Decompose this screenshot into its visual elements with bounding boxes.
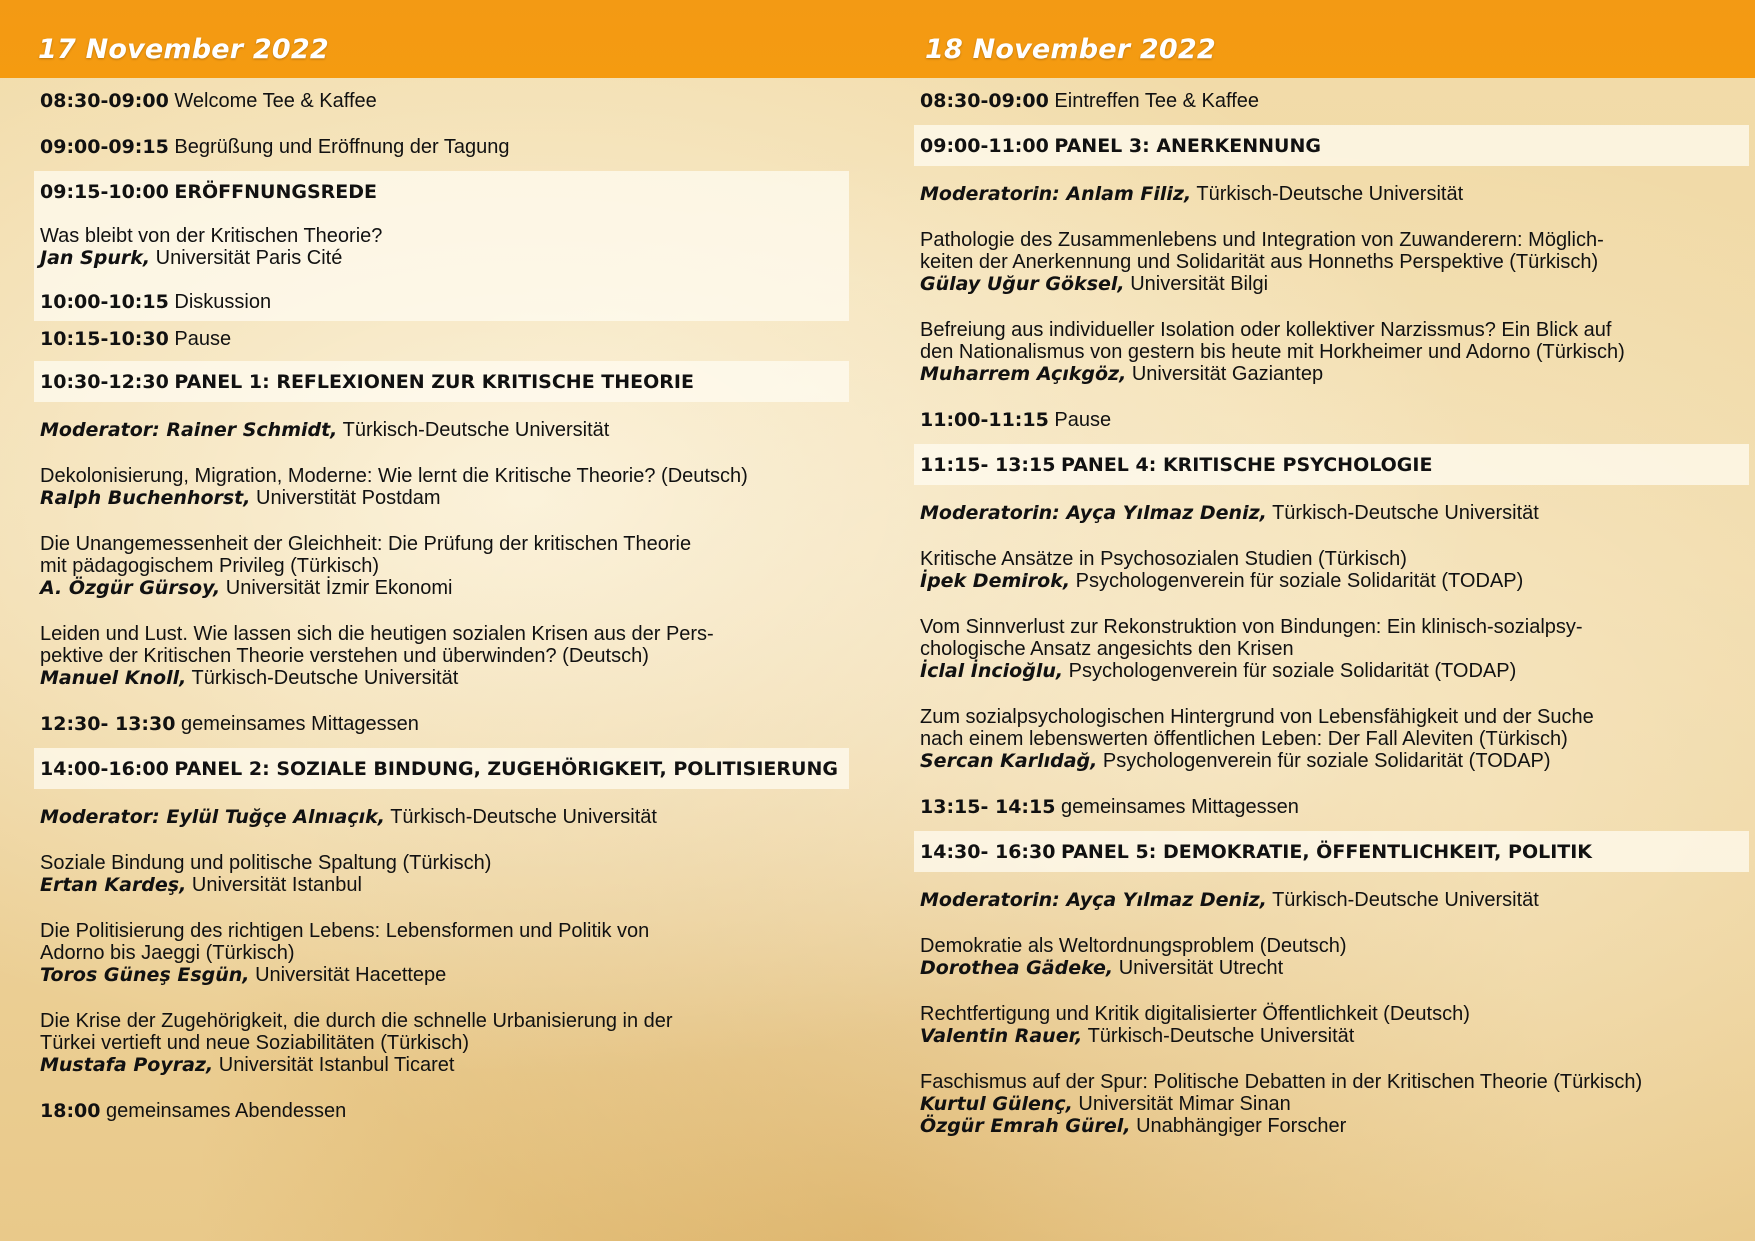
schedule-item xyxy=(34,1100,849,1122)
speaker-name: İclal İncioğlu, xyxy=(920,660,1064,682)
section-heading: PANEL 5: DEMOKRATIE, ÖFFENTLICHKEIT, POLITIK xyxy=(1061,841,1593,863)
time: 09:00-11:00 xyxy=(920,135,1049,157)
moderator-name: Moderator: Rainer Schmidt, xyxy=(40,419,338,441)
panel-heading xyxy=(914,444,1749,485)
speaker-affiliation: Universität Utrecht xyxy=(1118,957,1284,979)
moderator xyxy=(34,806,849,828)
item-text: Pause xyxy=(1054,409,1112,431)
item-text: gemeinsames Mittagessen xyxy=(1061,796,1299,818)
talk-title: keiten der Anerkennung und Solidarität aus Honneths Perspektive (Türkisch) xyxy=(920,251,1599,273)
panel-heading xyxy=(914,831,1749,872)
moderator-affiliation: Türkisch-Deutsche Universität xyxy=(342,419,610,441)
speaker-affiliation: Türkisch-Deutsche Universität xyxy=(191,667,459,689)
talk-title: den Nationalismus von gestern bis heute mit Horkheimer und Adorno (Türkisch) xyxy=(920,341,1625,363)
speaker-name: İpek Demirok, xyxy=(920,570,1071,592)
panel-heading xyxy=(914,125,1749,166)
keynote-block xyxy=(34,171,849,321)
moderator-name: Moderatorin: Ayça Yılmaz Deniz, xyxy=(920,889,1267,911)
talk-title: Die Krise der Zugehörigkeit, die durch die schnelle Urbanisierung in der xyxy=(40,1010,673,1032)
schedule-item xyxy=(34,90,849,112)
speaker-affiliation: Psychologenverein für soziale Solidarität (TODAP) xyxy=(1102,750,1551,772)
talk-title: nach einem lebenswerten öffentlichen Leben: Der Fall Aleviten (Türkisch) xyxy=(920,728,1568,750)
time: 08:30-09:00 xyxy=(40,90,169,112)
talk-title: Faschismus auf der Spur: Politische Debatten in der Kritischen Theorie (Türkisch) xyxy=(920,1071,1643,1093)
item-text: Begrüßung und Eröffnung der Tagung xyxy=(174,136,510,158)
speaker-name: Muharrem Açıkgöz, xyxy=(920,363,1127,385)
speaker-name: Sercan Karlıdağ, xyxy=(920,750,1098,772)
speaker-affiliation: Universität İzmir Ekonomi xyxy=(225,577,453,599)
moderator xyxy=(914,502,1749,524)
day2-date: 18 November 2022 xyxy=(925,34,1216,65)
moderator-name: Moderatorin: Ayça Yılmaz Deniz, xyxy=(920,502,1267,524)
talk xyxy=(34,852,849,896)
speaker-affiliation: Universtität Postdam xyxy=(256,487,441,509)
talk xyxy=(34,623,849,689)
talk xyxy=(914,229,1749,295)
talk-title: Zum sozialpsychologischen Hintergrund von Lebensfähigkeit und der Suche xyxy=(920,706,1594,728)
speaker-name: Dorothea Gädeke, xyxy=(920,957,1114,979)
talk-title: Leiden und Lust. Wie lassen sich die heutigen sozialen Krisen aus der Pers- xyxy=(40,623,714,645)
speaker-name: Kurtul Gülenç, xyxy=(920,1093,1073,1115)
schedule-item xyxy=(914,409,1749,431)
section-heading: PANEL 2: SOZIALE BINDUNG, ZUGEHÖRIGKEIT, POLITISIERUNG xyxy=(174,758,838,780)
talk-title: Die Politisierung des richtigen Lebens: Lebensformen und Politik von xyxy=(40,920,650,942)
talk xyxy=(914,1071,1749,1137)
schedule-item xyxy=(914,90,1749,112)
schedule-item xyxy=(914,796,1749,818)
speaker-affiliation: Psychologenverein für soziale Solidarität (TODAP) xyxy=(1068,660,1517,682)
section-heading: PANEL 4: KRITISCHE PSYCHOLOGIE xyxy=(1061,454,1433,476)
talk-title: Adorno bis Jaeggi (Türkisch) xyxy=(40,942,295,964)
talk-title: Türkei vertieft und neue Soziabilitäten (Türkisch) xyxy=(40,1032,470,1054)
speaker-affiliation: Universität Mimar Sinan xyxy=(1078,1093,1291,1115)
time: 10:00-10:15 xyxy=(40,291,169,313)
talk-title: Befreiung aus individueller Isolation oder kollektiver Narzissmus? Ein Blick auf xyxy=(920,319,1612,341)
time: 10:30-12:30 xyxy=(40,371,169,393)
panel-heading xyxy=(34,748,849,789)
speaker-name: A. Özgür Gürsoy, xyxy=(40,577,221,599)
schedule-item xyxy=(34,328,849,350)
speaker-name: Mustafa Poyraz, xyxy=(40,1054,214,1076)
item-text: Pause xyxy=(174,328,232,350)
speaker-affiliation: Türkisch-Deutsche Universität xyxy=(1087,1025,1355,1047)
section-heading: PANEL 3: ANERKENNUNG xyxy=(1054,135,1321,157)
talk-title: Die Unangemessenheit der Gleichheit: Die Prüfung der kritischen Theorie xyxy=(40,533,692,555)
panel-heading xyxy=(34,361,849,402)
schedule-item xyxy=(34,136,849,158)
item-text: Welcome Tee & Kaffee xyxy=(174,90,377,112)
time: 09:15-10:00 xyxy=(40,181,169,203)
time: 18:00 xyxy=(40,1100,101,1122)
speaker-affiliation: Universität Bilgi xyxy=(1130,273,1269,295)
talk-title: Was bleibt von der Kritischen Theorie? xyxy=(40,225,383,247)
speaker-affiliation: Universität Istanbul xyxy=(191,874,362,896)
item-text: Eintreffen Tee & Kaffee xyxy=(1054,90,1260,112)
moderator xyxy=(914,889,1749,911)
talk xyxy=(914,616,1749,682)
speaker-name: Jan Spurk, xyxy=(40,247,151,269)
schedule-item xyxy=(34,713,849,735)
moderator xyxy=(914,183,1749,205)
moderator-affiliation: Türkisch-Deutsche Universität xyxy=(1196,183,1464,205)
time: 10:15-10:30 xyxy=(40,328,169,350)
speaker-affiliation: Unabhängiger Forscher xyxy=(1136,1115,1347,1137)
section-heading: ERÖFFNUNGSREDE xyxy=(174,181,377,203)
section-heading: PANEL 1: REFLEXIONEN ZUR KRITISCHE THEORIE xyxy=(174,371,694,393)
talk-title: Pathologie des Zusammenlebens und Integration von Zuwanderern: Möglich- xyxy=(920,229,1604,251)
talk xyxy=(914,935,1749,979)
moderator-affiliation: Türkisch-Deutsche Universität xyxy=(1272,889,1539,911)
speaker-name: Toros Güneş Esgün, xyxy=(40,964,250,986)
moderator-name: Moderator: Eylül Tuğçe Alnıaçık, xyxy=(40,806,385,828)
day1-date: 17 November 2022 xyxy=(38,34,329,65)
talk xyxy=(914,1003,1749,1047)
talk-title: mit pädagogischem Privileg (Türkisch) xyxy=(40,555,380,577)
speaker-name: Ertan Kardeş, xyxy=(40,874,187,896)
speaker-name: Özgür Emrah Gürel, xyxy=(920,1115,1131,1137)
time: 09:00-09:15 xyxy=(40,136,169,158)
moderator-affiliation: Türkisch-Deutsche Universität xyxy=(1272,502,1539,524)
talk xyxy=(914,548,1749,592)
talk-title: Demokratie als Weltordnungsproblem (Deutsch) xyxy=(920,935,1347,957)
item-text: Diskussion xyxy=(174,291,272,313)
talk-title: pektive der Kritischen Theorie verstehen und überwinden? (Deutsch) xyxy=(40,645,649,667)
item-text: gemeinsames Abendessen xyxy=(106,1100,347,1122)
talk-title: Dekolonisierung, Migration, Moderne: Wie lernt die Kritische Theorie? (Deutsch) xyxy=(40,465,748,487)
header-bar xyxy=(0,0,1755,78)
day1-schedule xyxy=(34,90,849,1122)
item-text: gemeinsames Mittagessen xyxy=(181,713,419,735)
talk xyxy=(34,465,849,509)
day2-schedule xyxy=(914,90,1749,1137)
talk xyxy=(914,319,1749,385)
speaker-affiliation: Universität Istanbul Ticaret xyxy=(218,1054,455,1076)
moderator xyxy=(34,419,849,441)
speaker-affiliation: Psychologenverein für soziale Solidarität (TODAP) xyxy=(1075,570,1524,592)
speaker-name: Ralph Buchenhorst, xyxy=(40,487,251,509)
time: 11:00-11:15 xyxy=(920,409,1049,431)
talk-title: Kritische Ansätze in Psychosozialen Studien (Türkisch) xyxy=(920,548,1407,570)
talk xyxy=(914,706,1749,772)
speaker-name: Gülay Uğur Göksel, xyxy=(920,273,1125,295)
talk-title: chologische Ansatz angesichts den Krisen xyxy=(920,638,1294,660)
moderator-name: Moderatorin: Anlam Filiz, xyxy=(920,183,1192,205)
time: 14:30- 16:30 xyxy=(920,841,1056,863)
speaker-affiliation: Universität Hacettepe xyxy=(255,964,447,986)
talk xyxy=(34,920,849,986)
speaker-affiliation: Universität Paris Cité xyxy=(155,247,343,269)
talk-title: Soziale Bindung und politische Spaltung (Türkisch) xyxy=(40,852,492,874)
time: 08:30-09:00 xyxy=(920,90,1049,112)
time: 12:30- 13:30 xyxy=(40,713,176,735)
time: 11:15- 13:15 xyxy=(920,454,1056,476)
talk xyxy=(34,533,849,599)
speaker-name: Manuel Knoll, xyxy=(40,667,187,689)
time: 13:15- 14:15 xyxy=(920,796,1056,818)
talk xyxy=(34,1010,849,1076)
time: 14:00-16:00 xyxy=(40,758,169,780)
speaker-name: Valentin Rauer, xyxy=(920,1025,1083,1047)
speaker-affiliation: Universität Gaziantep xyxy=(1131,363,1324,385)
talk-title: Rechtfertigung und Kritik digitalisierter Öffentlichkeit (Deutsch) xyxy=(920,1003,1470,1025)
moderator-affiliation: Türkisch-Deutsche Universität xyxy=(390,806,657,828)
talk-title: Vom Sinnverlust zur Rekonstruktion von Bindungen: Ein klinisch-sozialpsy- xyxy=(920,616,1583,638)
